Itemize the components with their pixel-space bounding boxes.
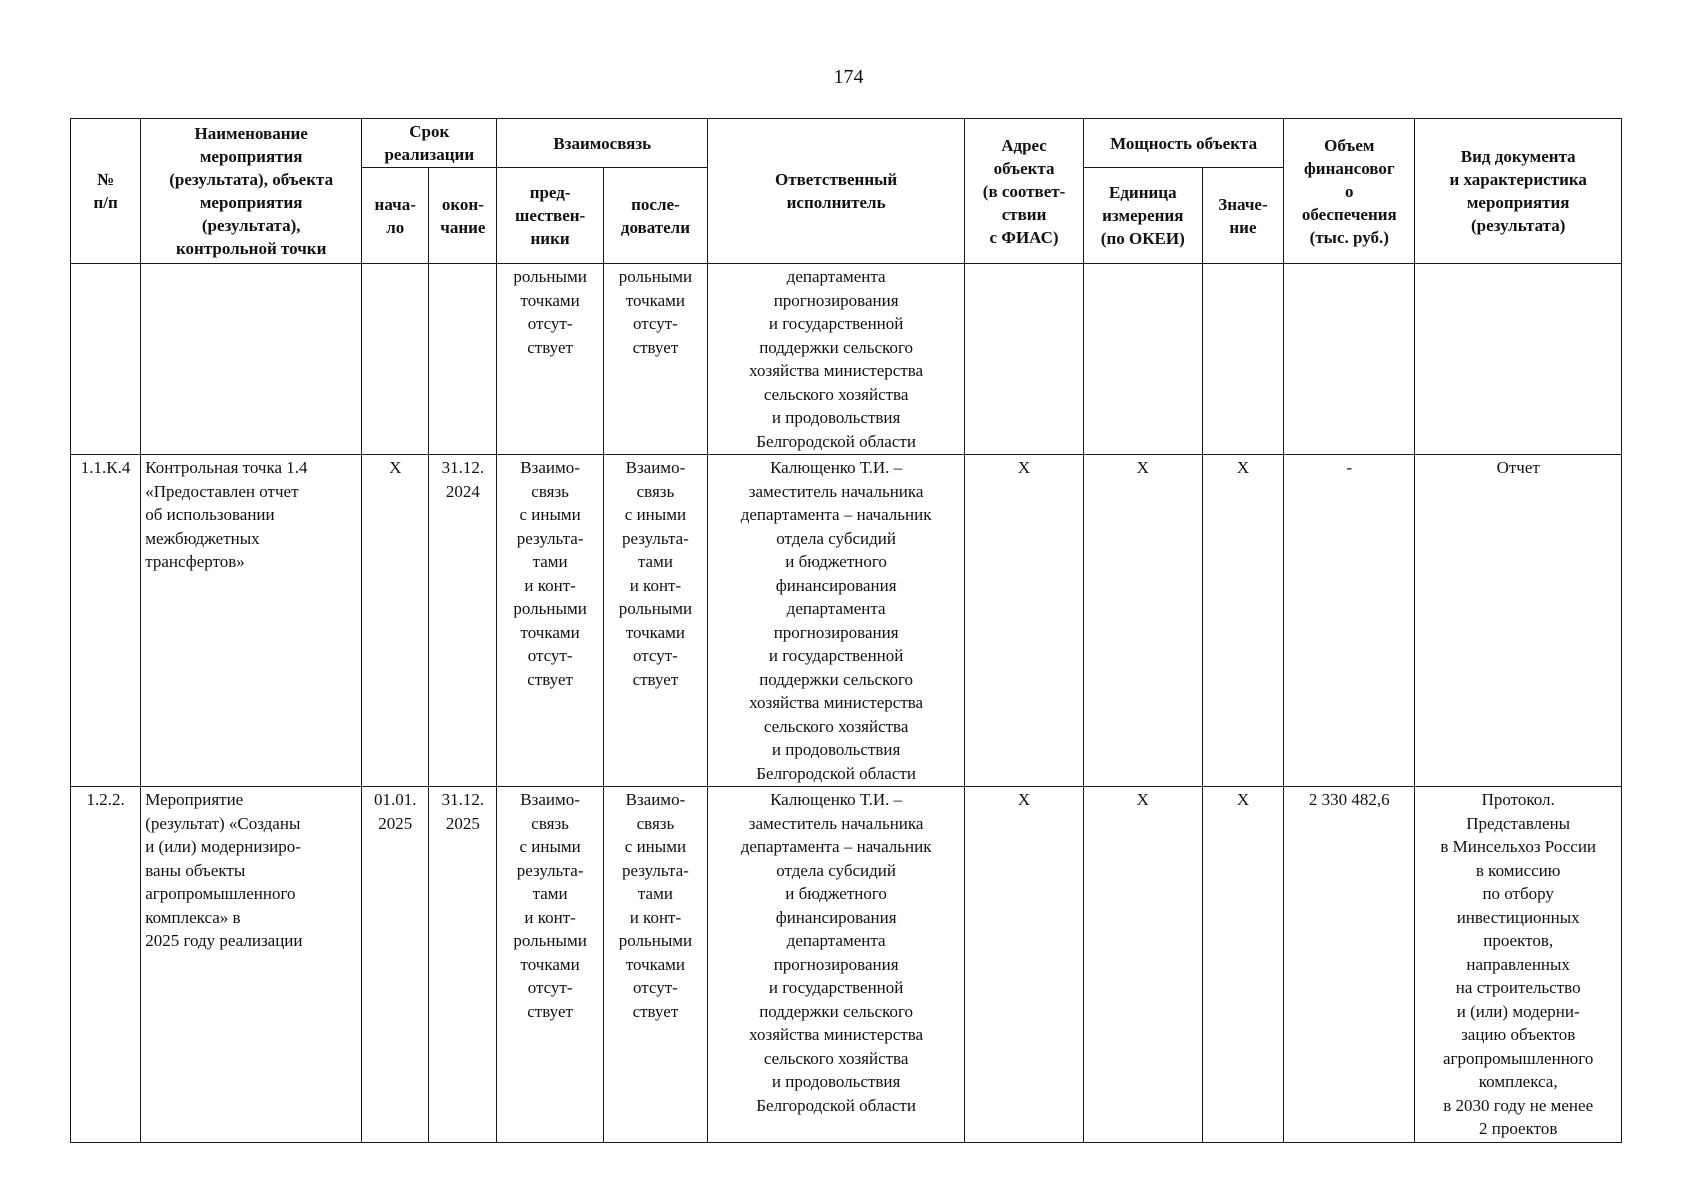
cell-num: 1.2.2. xyxy=(71,787,141,1143)
header-predecessors: пред- шествен- ники xyxy=(497,168,603,264)
cell-document: Отчет xyxy=(1415,455,1622,787)
header-end: окон- чание xyxy=(429,168,497,264)
header-start: нача- ло xyxy=(362,168,429,264)
cell-finance: 2 330 482,6 xyxy=(1284,787,1415,1143)
plan-table xyxy=(70,118,1622,1143)
cell-address xyxy=(965,264,1084,455)
cell-predecessors: Взаимо- связь с иными результа- тами и конт- рольными точками отсут- ствует xyxy=(497,787,603,1143)
header-power: Мощность объекта xyxy=(1083,119,1283,168)
cell-finance xyxy=(1284,264,1415,455)
cell-successors: рольными точками отсут- ствует xyxy=(603,264,707,455)
cell-value: X xyxy=(1202,455,1284,787)
cell-unit: X xyxy=(1083,455,1202,787)
cell-responsible: Калющенко Т.И. – заместитель начальника департамента – начальник отдела субсидий и бюджетного финансирования департамента прогнозирования и государственной поддержки сельского хозяйства министерства сельского хозяйства и продовольствия Белгородской области xyxy=(708,455,965,787)
header-unit: Единица измерения (по ОКЕИ) xyxy=(1083,168,1202,264)
cell-value: X xyxy=(1202,787,1284,1143)
header-link: Взаимосвязь xyxy=(497,119,708,168)
cell-predecessors: рольными точками отсут- ствует xyxy=(497,264,603,455)
cell-start xyxy=(362,264,429,455)
cell-value xyxy=(1202,264,1284,455)
header-num: № п/п xyxy=(71,119,141,264)
cell-name: Контрольная точка 1.4 «Предоставлен отчет об использовании межбюджетных трансфертов» xyxy=(141,455,362,787)
cell-start: X xyxy=(362,455,429,787)
cell-successors: Взаимо- связь с иными результа- тами и конт- рольными точками отсут- ствует xyxy=(603,787,707,1143)
cell-address: X xyxy=(965,787,1084,1143)
header-successors: после- дователи xyxy=(603,168,707,264)
cell-name xyxy=(141,264,362,455)
cell-num xyxy=(71,264,141,455)
cell-address: X xyxy=(965,455,1084,787)
cell-finance: - xyxy=(1284,455,1415,787)
header-value: Значе- ние xyxy=(1202,168,1284,264)
header-name: Наименование мероприятия (результата), объекта мероприятия (результата), контрольной точки xyxy=(141,119,362,264)
cell-document: Протокол. Представлены в Минсельхоз России в комиссию по отбору инвестиционных проектов, направленных на строительство и (или) модерни- зацию объектов агропромышленного комплекса, в 2030 году не менее 2 проектов xyxy=(1415,787,1622,1143)
cell-document xyxy=(1415,264,1622,455)
cell-end: 31.12. 2025 xyxy=(429,787,497,1143)
cell-responsible: департамента прогнозирования и государственной поддержки сельского хозяйства министерства сельского хозяйства и продовольствия Белгородской области xyxy=(708,264,965,455)
cell-end xyxy=(429,264,497,455)
cell-successors: Взаимо- связь с иными результа- тами и конт- рольными точками отсут- ствует xyxy=(603,455,707,787)
table-body xyxy=(71,264,1622,1143)
header-finance: Объем финансовог о обеспечения (тыс. руб.) xyxy=(1284,119,1415,264)
header-term: Срок реализации xyxy=(362,119,497,168)
cell-start: 01.01. 2025 xyxy=(362,787,429,1143)
cell-responsible: Калющенко Т.И. – заместитель начальника департамента – начальник отдела субсидий и бюджетного финансирования департамента прогнозирования и государственной поддержки сельского хозяйства министерства сельского хозяйства и продовольствия Белгородской области xyxy=(708,787,965,1143)
cell-predecessors: Взаимо- связь с иными результа- тами и конт- рольными точками отсут- ствует xyxy=(497,455,603,787)
header-address: Адрес объекта (в соответ- ствии с ФИАС) xyxy=(965,119,1084,264)
header-document: Вид документа и характеристика мероприятия (результата) xyxy=(1415,119,1622,264)
table-header xyxy=(71,119,1622,264)
table-row xyxy=(71,264,1622,455)
cell-unit xyxy=(1083,264,1202,455)
table-row xyxy=(71,455,1622,787)
cell-num: 1.1.К.4 xyxy=(71,455,141,787)
page-number: 174 xyxy=(833,66,864,88)
cell-unit: X xyxy=(1083,787,1202,1143)
table-row xyxy=(71,787,1622,1143)
cell-name: Мероприятие (результат) «Созданы и (или) модернизиро- ваны объекты агропромышленного комплекса» в 2025 году реализации xyxy=(141,787,362,1143)
cell-end: 31.12. 2024 xyxy=(429,455,497,787)
header-responsible: Ответственный исполнитель xyxy=(708,119,965,264)
